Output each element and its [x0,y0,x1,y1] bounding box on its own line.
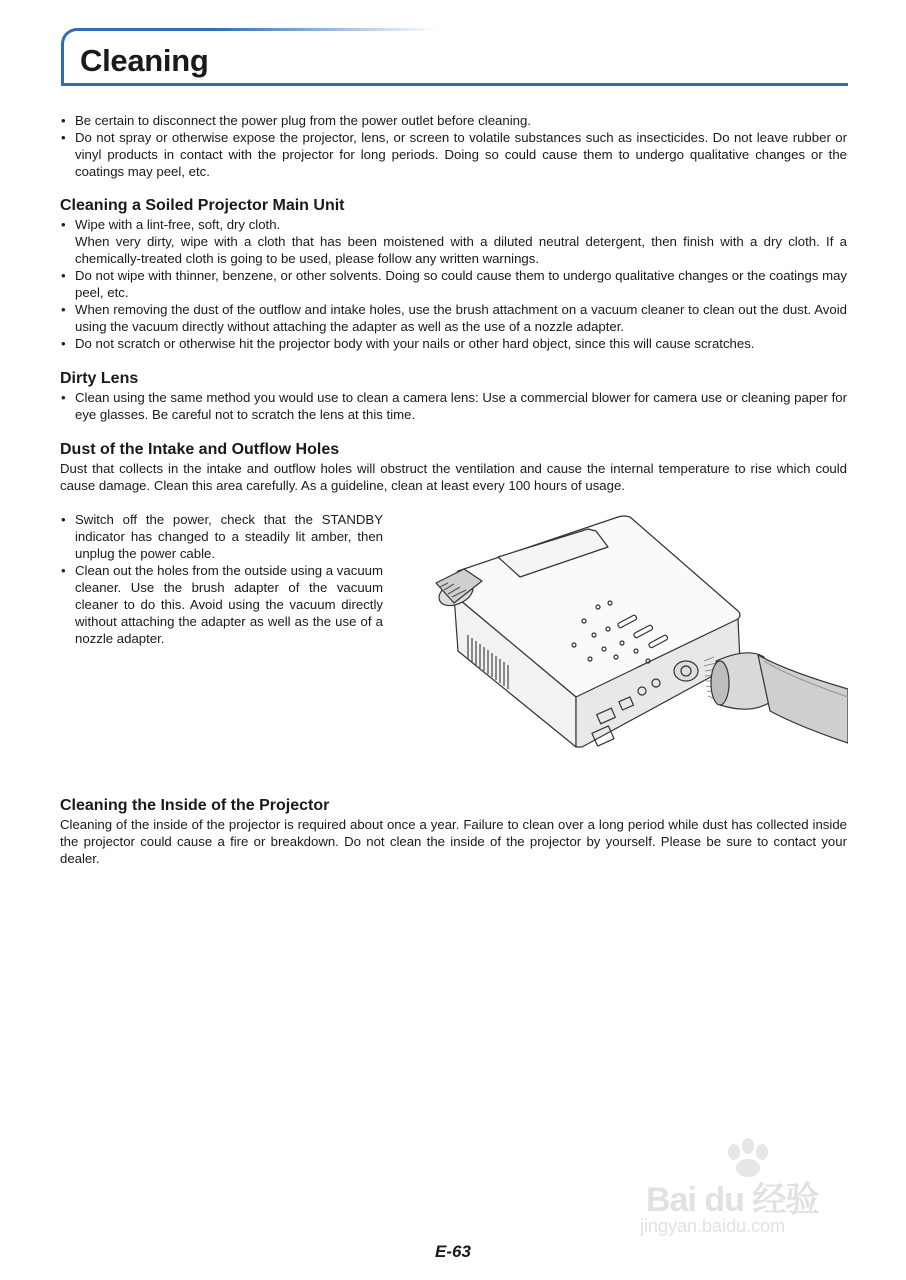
list-item-line: Wipe with a lint-free, soft, dry cloth. [75,217,281,232]
list-item-line: When very dirty, wipe with a cloth that has been moistened with a diluted neutral detergent, then finish with a dry cloth. If a chemically-treated cloth is going to be used, please follow any written warnings. [75,234,847,266]
list-item: • Be certain to disconnect the power plug from the power outlet before cleaning. [60,112,847,129]
section-body: Cleaning of the inside of the projector is required about once a year. Failure to clean over a long period while dust has collected inside the projector could cause a fire or breakdown. Do not clean the inside of the projector by yourself. Please be sure to contact your dealer. [60,817,847,866]
page-title: Cleaning [80,43,209,78]
section-body: Dust that collects in the intake and outflow holes will obstruct the ventilation and cause the internal temperature to rise which could cause damage. Clean this area carefully. As a guideline, clean at least every 100 hours of usage. [60,461,847,493]
section-heading-main-unit: Cleaning a Soiled Projector Main Unit [60,197,345,214]
page-number: E-63 [435,1242,471,1261]
title-frame-fade [214,28,854,31]
vacuum-hose [758,655,848,743]
watermark-url: jingyan.baidu.com [640,1216,786,1236]
main-unit-list [60,216,847,352]
list-item: • Do not wipe with thinner, benzene, or other solvents. Doing so could cause them to undergo qualitative changes or the coatings may peel, etc. [60,267,847,301]
watermark-logo: Bai du 经验 [646,1181,819,1219]
section-heading-dirty-lens: Dirty Lens [60,370,139,387]
list-item: • When removing the dust of the outflow and intake holes, use the brush attachment on a vacuum cleaner to clean out the dust. Avoid using the vacuum directly without attaching the adapter as well as the use of a nozzle adapter. [60,301,847,335]
watermark [640,1138,860,1248]
list-item: • Do not spray or otherwise expose the projector, lens, or screen to volatile substances such as insecticides. Do not leave rubber or vinyl products in contact with the projector for long periods. Doing so could cause them to undergo qualitative changes or the coatings may peel, etc. [60,129,847,180]
list-item: • Clean out the holes from the outside using a vacuum cleaner. Use the brush adapter of the vacuum cleaner to do this. Avoid using the vacuum directly without attaching the adapter as well as the use of a nozzle adapter. [60,562,383,647]
holes-list [60,511,383,647]
list-item [60,216,847,267]
intro-list [60,112,847,180]
page-content [60,112,847,867]
projector-vacuum-illustration [408,511,848,756]
title-frame [61,28,848,86]
list-item: • Do not scratch or otherwise hit the projector body with your nails or other hard object, since this will cause scratches. [60,335,847,352]
lens-list [60,389,847,423]
section-heading-inside: Cleaning the Inside of the Projector [60,797,330,814]
cleaning-steps-row [60,511,847,781]
list-item: • Clean using the same method you would use to clean a camera lens: Use a commercial blower for camera use or cleaning paper for eye glasses. Be careful not to scratch the lens at this time. [60,389,847,423]
list-item: • Switch off the power, check that the STANDBY indicator has changed to a steadily lit amber, then unplug the power cable. [60,511,383,562]
intake-grille [674,661,698,681]
section-heading-intake-outflow: Dust of the Intake and Outflow Holes [60,441,340,458]
